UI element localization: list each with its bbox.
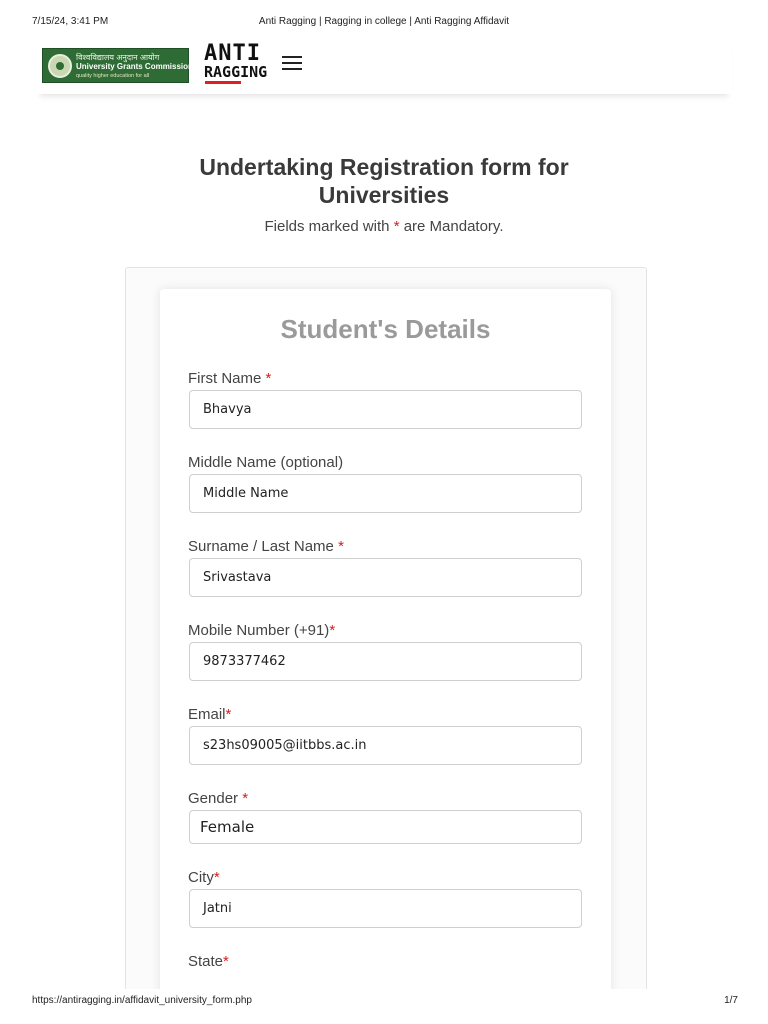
first-name-label-text: First Name <box>188 370 266 387</box>
anti-ragging-logo-line2: RAGGING <box>204 63 268 81</box>
city-label-text: City <box>188 869 214 886</box>
print-document-title: Anti Ragging | Ragging in college | Anti Ragging Affidavit <box>258 16 510 27</box>
hamburger-menu-icon[interactable] <box>282 54 302 72</box>
ugc-logo-name: University Grants Commission <box>76 62 193 71</box>
anti-ragging-logo[interactable] <box>204 41 280 86</box>
print-url: https://antiragging.in/affidavit_university_form.php <box>32 995 252 1006</box>
first-name-input[interactable]: Bhavya <box>189 390 582 429</box>
surname-label-text: Surname / Last Name <box>188 538 339 555</box>
required-star: * <box>242 790 249 807</box>
menu-bar <box>282 56 302 58</box>
middle-name-label: Middle Name (optional) <box>188 454 344 471</box>
print-footer <box>0 995 768 1009</box>
ugc-emblem-icon <box>48 54 72 78</box>
required-star: * <box>265 370 272 387</box>
site-header <box>36 38 732 94</box>
required-star: * <box>213 869 220 886</box>
surname-input[interactable]: Srivastava <box>189 558 582 597</box>
required-star: * <box>223 953 229 970</box>
mandatory-suffix: are Mandatory. <box>399 218 504 235</box>
ugc-logo-hindi: विश्वविद्यालय अनुदान आयोग <box>76 53 160 62</box>
required-star: * <box>338 538 344 555</box>
email-input[interactable]: s23hs09005@iitbbs.ac.in <box>189 726 582 765</box>
mandatory-note <box>0 218 768 235</box>
mobile-label-text: Mobile Number (+91) <box>188 622 330 639</box>
mobile-label <box>188 622 335 639</box>
section-title: Student's Details <box>280 314 491 344</box>
print-header <box>0 16 768 30</box>
menu-bar <box>282 62 302 64</box>
print-page-number: 1/7 <box>724 995 738 1006</box>
page-title: Undertaking Registration form for Universities <box>199 154 569 208</box>
gender-label-text: Gender <box>188 790 243 807</box>
surname-label <box>188 538 344 555</box>
gender-select[interactable]: Female <box>189 810 582 844</box>
first-name-label <box>188 370 271 387</box>
email-label-text: Email <box>188 706 226 723</box>
print-datetime: 7/15/24, 3:41 PM <box>32 16 109 27</box>
mandatory-prefix: Fields marked with <box>264 218 394 235</box>
gender-label <box>188 790 248 807</box>
ugc-logo[interactable] <box>42 48 193 83</box>
middle-name-input[interactable]: Middle Name <box>189 474 582 513</box>
anti-ragging-logo-line1: ANTI <box>204 41 261 66</box>
city-label <box>188 869 220 886</box>
state-label <box>188 953 229 970</box>
ugc-logo-tagline: quality higher education for all <box>76 73 150 79</box>
state-label-text: State <box>188 953 224 970</box>
email-label <box>188 706 231 723</box>
required-star: * <box>225 706 232 723</box>
mobile-input[interactable]: 9873377462 <box>189 642 582 681</box>
required-star: * <box>329 622 336 639</box>
city-input[interactable]: Jatni <box>189 889 582 928</box>
required-star: * <box>393 218 400 235</box>
logo-underline <box>205 81 241 84</box>
menu-bar <box>282 68 302 70</box>
